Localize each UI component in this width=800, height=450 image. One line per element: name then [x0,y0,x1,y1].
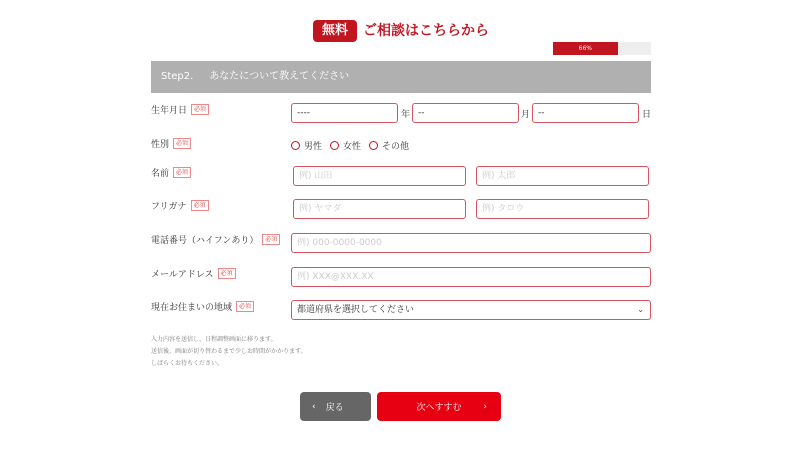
gender-radio-male[interactable] [291,139,322,152]
last-name-input[interactable]: 例) 山田 [293,166,466,186]
gender-label [151,137,191,150]
chevron-left-icon: ‹ [312,401,316,412]
back-label: 戻る [325,403,344,413]
phone-label [151,233,280,246]
progress-bar [553,42,651,55]
radio-label: 女性 [343,142,362,152]
note-line: しばらくお待ちください。 [151,360,224,367]
email-input[interactable]: 例) XXX@XXX.XX [291,267,651,287]
radio-label: 男性 [304,142,323,152]
next-button[interactable] [377,392,501,421]
free-badge: 無料 [313,20,357,42]
day-unit: 日 [642,110,652,120]
month-unit: 月 [521,110,531,120]
last-kana-input[interactable]: 例) ヤマダ [293,199,466,219]
birth-year-input[interactable]: ---- [291,103,398,123]
phone-input[interactable]: 例) 000-0000-0000 [291,233,651,253]
required-badge: 必須 [218,268,236,279]
label-text: 現在お住まいの地域 [151,303,233,313]
first-name-input[interactable]: 例) 太郎 [476,166,649,186]
required-badge: 必須 [173,167,191,178]
required-badge: 必須 [191,104,209,115]
chevron-down-icon: ⌄ [637,305,644,314]
chevron-right-icon: › [483,401,487,412]
region-label [151,300,254,313]
label-text: 名前 [151,169,170,179]
progress-fill: 66% [553,42,618,55]
page-title: ご相談はこちらから [363,23,489,39]
back-button[interactable] [300,392,371,421]
label-text: 電話番号（ハイフンあり） [151,236,259,246]
radio-circle-icon [369,141,378,150]
note-line: 送信後、画面が切り替わるまで少しお時間がかかります。 [151,348,307,355]
required-badge: 必須 [191,200,209,211]
gender-radio-other[interactable] [369,139,409,152]
required-badge: 必須 [236,301,254,312]
region-select[interactable] [291,300,651,320]
required-badge: 必須 [173,138,191,149]
label-text: 生年月日 [151,106,188,116]
step-number: Step2. [161,71,194,82]
radio-circle-icon [330,141,339,150]
next-label: 次へすすむ [416,403,462,413]
kana-label [151,199,209,212]
radio-circle-icon [291,141,300,150]
birth-day-input[interactable]: -- [532,103,639,123]
required-badge: 必須 [262,234,280,245]
email-label [151,267,236,280]
step-title: あなたについて教えてください [209,71,350,82]
birth-label [151,103,209,116]
step-header [151,61,651,93]
gender-radio-female[interactable] [330,139,361,152]
first-kana-input[interactable]: 例) タロウ [476,199,649,219]
name-label [151,166,191,179]
notes [151,334,307,370]
label-text: フリガナ [151,202,187,212]
radio-label: その他 [382,142,410,152]
label-text: メールアドレス [151,270,214,280]
select-value: 都道府県を選択してください [297,305,415,315]
note-line: 入力内容を送信し、日程調整画面に移ります。 [151,336,277,343]
label-text: 性別 [151,140,170,150]
year-unit: 年 [401,110,411,120]
birth-month-input[interactable]: -- [412,103,519,123]
